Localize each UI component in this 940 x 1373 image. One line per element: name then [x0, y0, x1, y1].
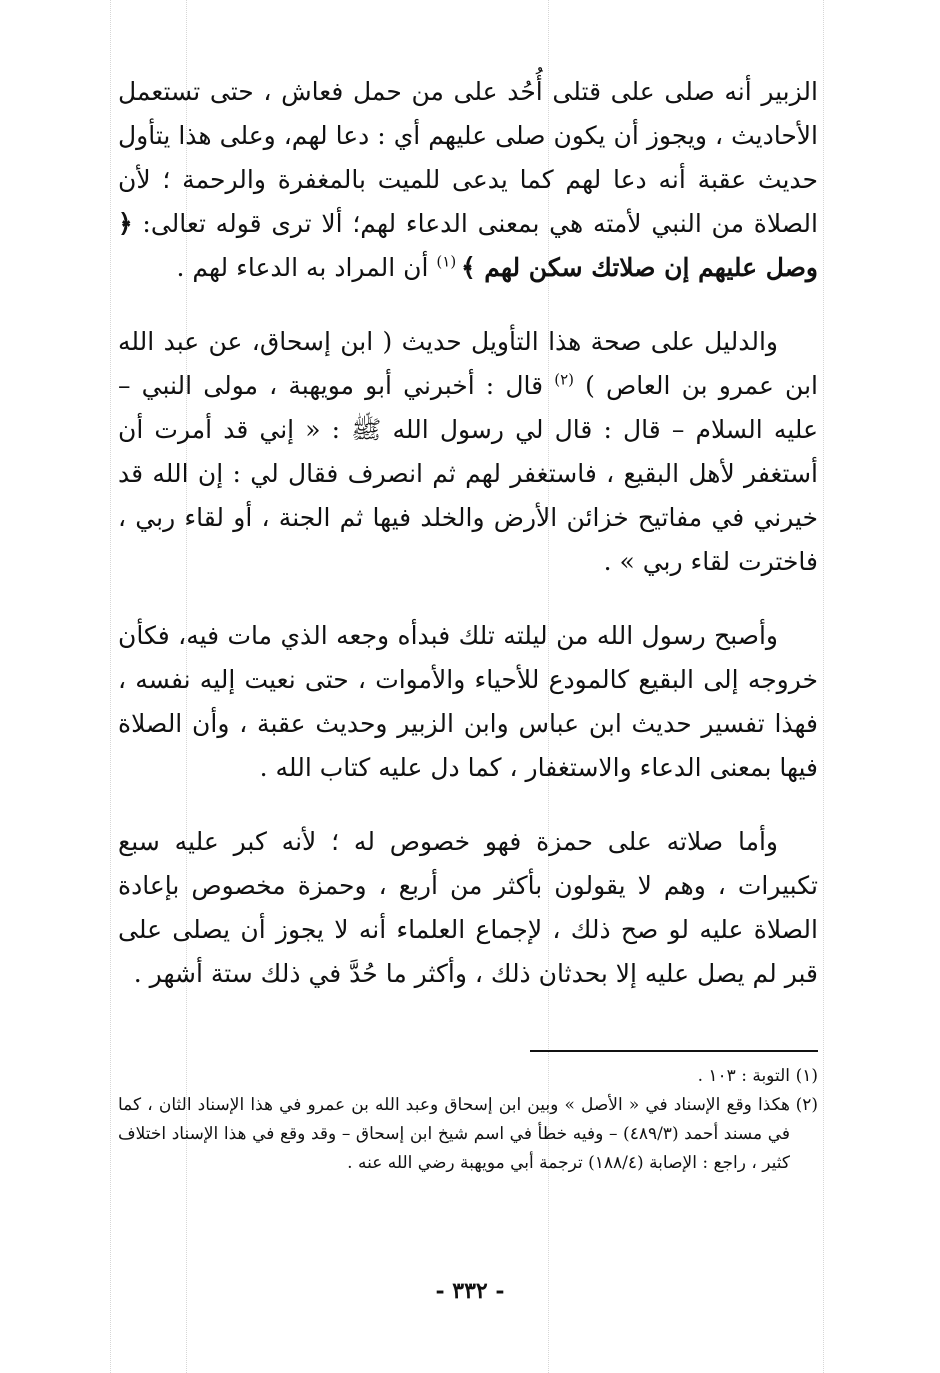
footnote-divider: [530, 1050, 818, 1052]
footnote-marker: (١): [436, 252, 461, 271]
footnote: [118, 1062, 818, 1091]
paragraph-text: والدليل على صحة هذا التأويل حديث ( ابن إسحاق، عن عبد الله ابن عمرو بن العاص ): [118, 327, 818, 400]
paragraph: [118, 614, 818, 790]
quran-verse: ﴿ وصل عليهم إن صلاتك سكن لهم ﴾: [118, 209, 818, 282]
footnote-number: (١): [795, 1066, 818, 1086]
paragraph: [118, 70, 818, 290]
paragraph-text: قال : أخبرني أبو مويهبة ، مولى النبي – عليه السلام – قال : قال لي رسول الله ﷺ : « إني قد أمرت أن أستغفر لأهل البقيع ، فاستغفر لهم ثم انصرف فقال لي : إن الله قد خيرني في مفاتيح خزائن الأرض والخلد فيها ثم الجنة ، أو لقاء ربي ، فاخترت لقاء ربي » .: [118, 371, 818, 576]
paragraph-text: أن المراد به الدعاء لهم .: [176, 253, 437, 282]
paragraph-text: وأما صلاته على حمزة فهو خصوص له ؛ لأنه كبر عليه سبع تكبيرات ، وهم لا يقولون بأكثر من أربع ، وحمزة مخصوص بإعادة الصلاة عليه لو صح ذلك ، لإجماع العلماء أنه لا يجوز أن يصلى على قبر لم يصل عليه إلا بحدثان ذلك ، وأكثر ما حُدَّ في ذلك ستة أشهر .: [118, 827, 818, 988]
footnote-number: (٢): [795, 1095, 818, 1115]
footnote-text: هكذا وقع الإسناد في « الأصل » وبين ابن إسحاق وعبد الله بن عمرو في هذا الإسناد الثان ، كما في مسند أحمد (٤٨٩/٣) – وفيه خطأ في اسم شيخ ابن إسحاق – وقد وقع في هذا الإسناد اختلاف كثير ، راجع : الإصابة (١٨٨/٤) ترجمة أبي مويهبة رضي الله عنه .: [118, 1095, 790, 1173]
paragraph: [118, 320, 818, 584]
footnote-marker: (٢): [554, 370, 574, 389]
footnote-text: التوبة : ١٠٣ .: [697, 1066, 790, 1086]
paragraph: [118, 820, 818, 996]
scan-guide-line: [823, 0, 824, 1373]
footnote: [118, 1091, 818, 1178]
main-text: [118, 70, 818, 1026]
paragraph-text: الزبير أنه صلى على قتلى أُحُد على من حمل فعاش ، حتى تستعمل الأحاديث ، ويجوز أن يكون صلى عليهم أي : دعا لهم، وعلى هذا يتأول حديث عقبة أنه دعا لهم كما يدعى للميت بالمغفرة والرحمة ؛ لأن الصلاة من النبي لأمته هي بمعنى الدعاء لهم؛ ألا ترى قوله تعالى:: [118, 77, 818, 238]
scan-guide-line: [110, 0, 111, 1373]
footnotes: [118, 1062, 818, 1178]
paragraph-text: وأصبح رسول الله من ليلته تلك فبدأه وجعه الذي مات فيه، فكأن خروجه إلى البقيع كالمودع للأحياء والأموات ، حتى نعيت إليه نفسه ، فهذا تفسير حديث ابن عباس وابن الزبير وحديث عقبة ، وأن الصلاة فيها بمعنى الدعاء والاستغفار ، كما دل عليه كتاب الله .: [118, 621, 818, 782]
page-number: - ٣٣٢ -: [435, 1278, 505, 1304]
